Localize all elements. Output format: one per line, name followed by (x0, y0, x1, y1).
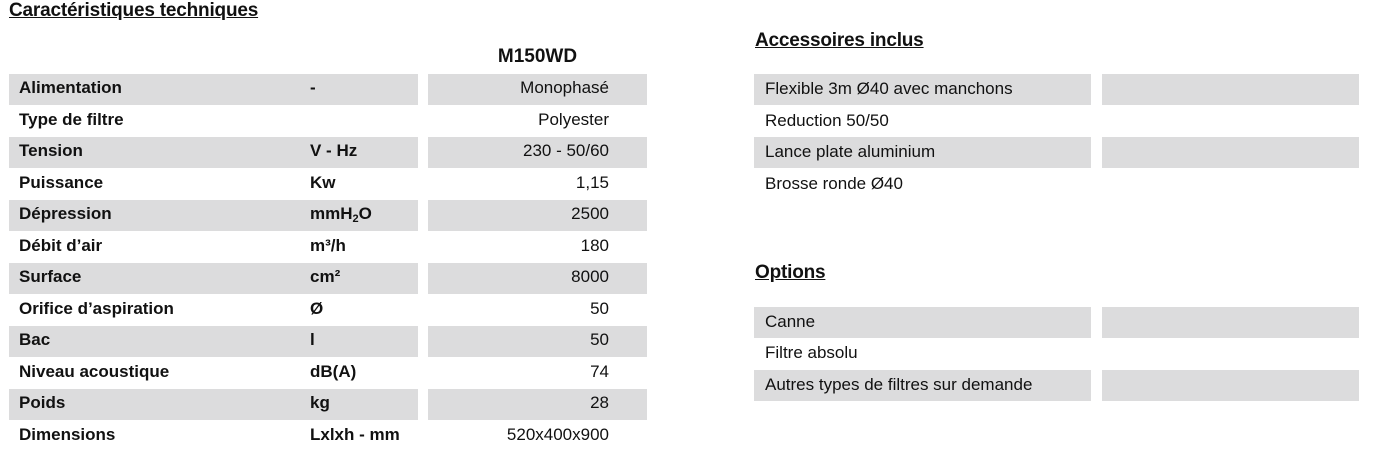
list-item (0, 74, 1013, 105)
spec-label: Surface (9, 263, 418, 294)
unit-subscript: 2 (352, 213, 359, 225)
option-label: Canne (754, 307, 1091, 338)
accessory-blank-cell (1102, 74, 1359, 105)
spec-value: 28 (428, 389, 647, 420)
options-title: Options (755, 262, 826, 283)
spec-unit (310, 200, 418, 231)
spec-row (0, 200, 660, 231)
spec-label: Dimensions (19, 425, 116, 444)
spec-label: Alimentation (9, 74, 418, 105)
accessory-label: Reduction 50/50 (765, 111, 889, 130)
spec-value: 74 (590, 362, 609, 381)
spec-label: Tension (9, 137, 418, 168)
accessory-label: Lance plate aluminium (754, 137, 1091, 168)
list-item (0, 169, 903, 200)
spec-unit: l (310, 330, 315, 349)
spec-unit: Kw (310, 173, 336, 192)
spec-label: Dépression (9, 200, 418, 231)
list-item (0, 307, 816, 338)
spec-label: Orifice d’aspiration (19, 299, 174, 318)
accessory-blank-cell (1102, 137, 1359, 168)
accessories-title: Accessoires inclus (755, 30, 924, 51)
spec-value: Polyester (538, 110, 609, 129)
spec-value: 520x400x900 (506, 425, 609, 444)
spec-value: 1,15 (575, 173, 609, 192)
spec-unit: Lxlxh - mm (310, 425, 400, 444)
spec-label: Puissance (19, 173, 104, 192)
spec-label: Débit d’air (19, 236, 103, 255)
spec-label: Bac (9, 326, 418, 357)
unit-main: mmH (310, 204, 353, 223)
spec-value: 50 (590, 299, 609, 318)
spec-unit: dB(A) (310, 362, 357, 381)
spec-label: Poids (9, 389, 418, 420)
accessory-blank-cell (1102, 106, 1359, 137)
list-item (0, 137, 936, 168)
spec-value: 2500 (428, 200, 647, 231)
spec-unit: - (310, 78, 316, 97)
model-name: M150WD (497, 46, 578, 67)
spec-row (0, 263, 660, 294)
spec-value: 230 - 50/60 (428, 137, 647, 168)
accessory-blank-cell (1102, 169, 1359, 200)
spec-unit: Ø (310, 299, 324, 318)
spec-unit: V - Hz (310, 141, 358, 160)
accessory-label: Flexible 3m Ø40 avec manchons (754, 74, 1091, 105)
spec-row (0, 232, 660, 263)
spec-value: 180 (580, 236, 609, 255)
option-blank-cell (1102, 307, 1359, 338)
spec-label: Niveau acoustique (19, 362, 170, 381)
spec-unit: m³/h (310, 236, 346, 255)
spec-value: 8000 (428, 263, 647, 294)
option-label: Filtre absolu (765, 343, 858, 362)
spec-value: 50 (428, 326, 647, 357)
option-label: Autres types de filtres sur demande (754, 370, 1091, 401)
list-item (0, 370, 1033, 401)
option-blank-cell (1102, 338, 1359, 369)
accessory-label: Brosse ronde Ø40 (765, 174, 903, 193)
spec-unit: cm² (310, 267, 341, 286)
spec-value: Monophasé (428, 74, 647, 105)
option-blank-cell (1102, 370, 1359, 401)
list-item (0, 106, 889, 137)
spec-label: Type de filtre (19, 110, 124, 129)
spec-row (0, 421, 660, 452)
list-item (0, 338, 858, 369)
specs-title: Caractéristiques techniques (9, 0, 259, 21)
unit-tail: O (358, 204, 372, 223)
spec-unit: kg (310, 393, 330, 412)
